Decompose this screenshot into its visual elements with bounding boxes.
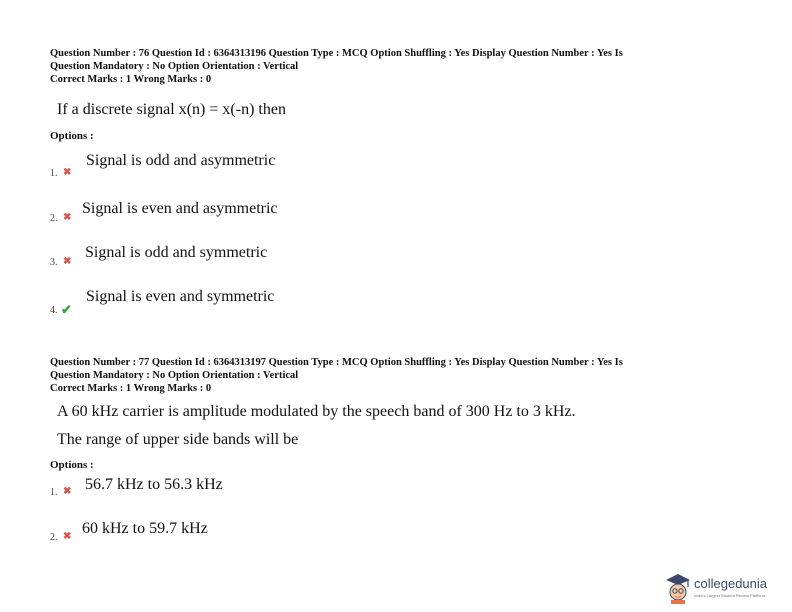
wrong-cross-icon: ✖ [63,531,72,542]
logo-tagline: India's Largest Student Review Platform [694,593,766,598]
graduate-mascot-icon [664,572,692,604]
q77-option-1-text[interactable]: 56.7 kHz to 56.3 kHz [85,476,223,493]
q76-option-2-number: 2. [50,213,58,224]
q76-meta-block [50,47,750,86]
q77-meta-line1: Question Number : 77 Question Id : 6364313197 Question Type : MCQ Option Shuffling : Yes Display Question Number : Yes Is [50,357,623,368]
q76-option-1-number: 1. [50,168,58,179]
q77-options-label: Options : [50,459,94,471]
q76-option-4-text[interactable]: Signal is even and symmetric [86,288,275,305]
q77-question-line1: A 60 kHz carrier is amplitude modulated by the speech band of 300 Hz to 3 kHz. [57,403,576,420]
q76-question-text: If a discrete signal x(n) = x(-n) then [57,101,286,118]
q76-options-label: Options : [50,130,94,142]
q77-option-1-number: 1. [50,487,58,498]
q76-option-1-text[interactable]: Signal is odd and asymmetric [86,152,276,169]
q77-option-2-number: 2. [50,532,58,543]
q77-meta-block [50,356,750,395]
q77-option-2-text[interactable]: 60 kHz to 59.7 kHz [82,520,208,537]
q76-meta-line1: Question Number : 76 Question Id : 6364313196 Question Type : MCQ Option Shuffling : Yes Display Question Number : Yes Is [50,48,623,59]
wrong-cross-icon: ✖ [63,212,72,223]
wrong-cross-icon: ✖ [63,167,72,178]
q77-meta-line2: Question Mandatory : No Option Orientation : Vertical [50,370,299,381]
wrong-cross-icon: ✖ [63,486,72,497]
q76-option-4-number: 4. [50,305,58,316]
q76-option-3-number: 3. [50,257,58,268]
collegedunia-logo [664,572,790,606]
q76-option-3-text[interactable]: Signal is odd and symmetric [85,244,268,261]
logo-wordmark: collegedunia [694,576,768,591]
wrong-cross-icon: ✖ [63,256,72,267]
q77-marks: Correct Marks : 1 Wrong Marks : 0 [50,383,212,394]
q76-marks: Correct Marks : 1 Wrong Marks : 0 [50,74,212,85]
q76-meta-line2: Question Mandatory : No Option Orientation : Vertical [50,61,299,72]
correct-check-icon: ✔ [61,302,72,317]
q76-option-2-text[interactable]: Signal is even and asymmetric [82,200,278,217]
q77-question-line2: The range of upper side bands will be [57,431,299,448]
